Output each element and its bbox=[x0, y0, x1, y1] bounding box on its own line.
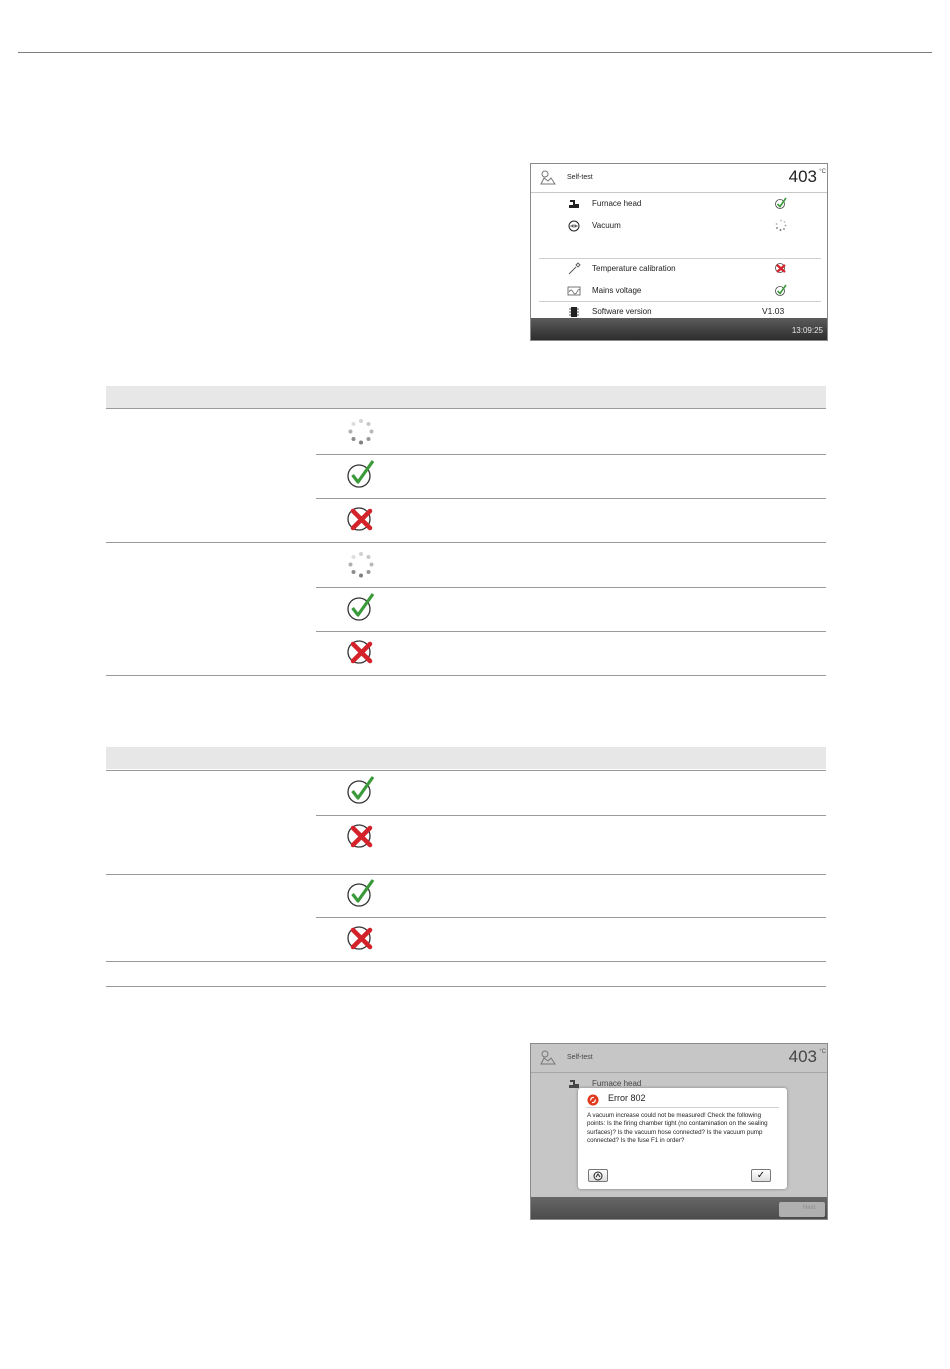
table-divider bbox=[106, 986, 826, 987]
row-label: Mains voltage bbox=[592, 286, 642, 295]
status-busy-icon bbox=[774, 218, 788, 232]
temperature-unit: °C bbox=[819, 1049, 826, 1055]
status-busy-icon bbox=[346, 550, 376, 580]
status-ok-icon bbox=[346, 592, 376, 622]
temperature-readout: 403 bbox=[788, 167, 817, 186]
status-error-icon bbox=[346, 922, 376, 952]
row-label: Vacuum bbox=[592, 221, 621, 230]
status-error-icon bbox=[774, 261, 788, 275]
row-label: Software version bbox=[592, 307, 652, 316]
table-divider bbox=[316, 917, 826, 918]
row-label: Furnace head bbox=[592, 1079, 642, 1088]
screen-title: Self-test bbox=[567, 1054, 593, 1061]
status-error-icon bbox=[346, 636, 376, 666]
row-temperature-calibration[interactable] bbox=[531, 259, 827, 279]
table-divider bbox=[106, 961, 826, 962]
status-ok-icon bbox=[346, 775, 376, 805]
status-ok-icon bbox=[774, 283, 788, 297]
row-vacuum[interactable] bbox=[531, 216, 827, 236]
table-header bbox=[106, 747, 826, 769]
dialog-title: Error 802 bbox=[608, 1093, 646, 1103]
temperature-unit: °C bbox=[819, 169, 826, 175]
chip-icon bbox=[567, 305, 581, 319]
table-header bbox=[106, 386, 826, 408]
status-ok-icon bbox=[346, 878, 376, 908]
screen-title: Self-test bbox=[567, 174, 593, 181]
status-ok-icon bbox=[346, 459, 376, 489]
self-test-screen bbox=[530, 163, 828, 341]
table-divider bbox=[316, 631, 826, 632]
help-icon bbox=[593, 1171, 603, 1181]
dialog-message: A vacuum increase could not be measured! Check the following points: Is the firing chamber tight (no contamination on the sealing surfaces)? Is the vacuum hose connected? Is the vacuum pump connected? Is the fuse F1 in order? bbox=[587, 1112, 768, 1145]
thermocouple-icon bbox=[567, 262, 581, 276]
error-dialog bbox=[578, 1088, 787, 1189]
table-divider bbox=[106, 542, 826, 543]
furnace-head-icon bbox=[567, 197, 581, 211]
screen-footer bbox=[531, 318, 827, 340]
self-test-icon bbox=[539, 169, 557, 187]
self-test-error-screen bbox=[530, 1043, 828, 1220]
row-mains-voltage[interactable] bbox=[531, 281, 827, 301]
screen-header bbox=[531, 164, 827, 193]
vacuum-icon bbox=[567, 219, 581, 233]
status-busy-icon bbox=[346, 417, 376, 447]
table-divider bbox=[316, 587, 826, 588]
voltage-icon bbox=[567, 284, 581, 298]
table-divider bbox=[106, 770, 826, 771]
software-version-value: V1.03 bbox=[762, 306, 785, 316]
table-divider bbox=[316, 454, 826, 455]
clock: 13:09:25 bbox=[791, 326, 823, 335]
table-divider bbox=[106, 408, 826, 409]
row-label: Furnace head bbox=[592, 199, 642, 208]
status-error-icon bbox=[346, 503, 376, 533]
next-button-label: Next bbox=[803, 1205, 816, 1211]
status-ok-icon bbox=[774, 196, 788, 210]
table-divider bbox=[316, 815, 826, 816]
row-label: Temperature calibration bbox=[592, 264, 676, 273]
table-divider bbox=[106, 675, 826, 676]
dialog-divider bbox=[586, 1107, 779, 1108]
table-divider bbox=[316, 498, 826, 499]
help-button[interactable] bbox=[588, 1169, 608, 1182]
row-furnace-head[interactable] bbox=[531, 194, 827, 214]
temperature-readout: 403 bbox=[788, 1047, 817, 1066]
error-icon bbox=[587, 1094, 599, 1106]
confirm-button[interactable]: ✓ bbox=[751, 1169, 771, 1182]
table-divider bbox=[106, 874, 826, 875]
top-rule bbox=[18, 52, 932, 53]
status-error-icon bbox=[346, 820, 376, 850]
